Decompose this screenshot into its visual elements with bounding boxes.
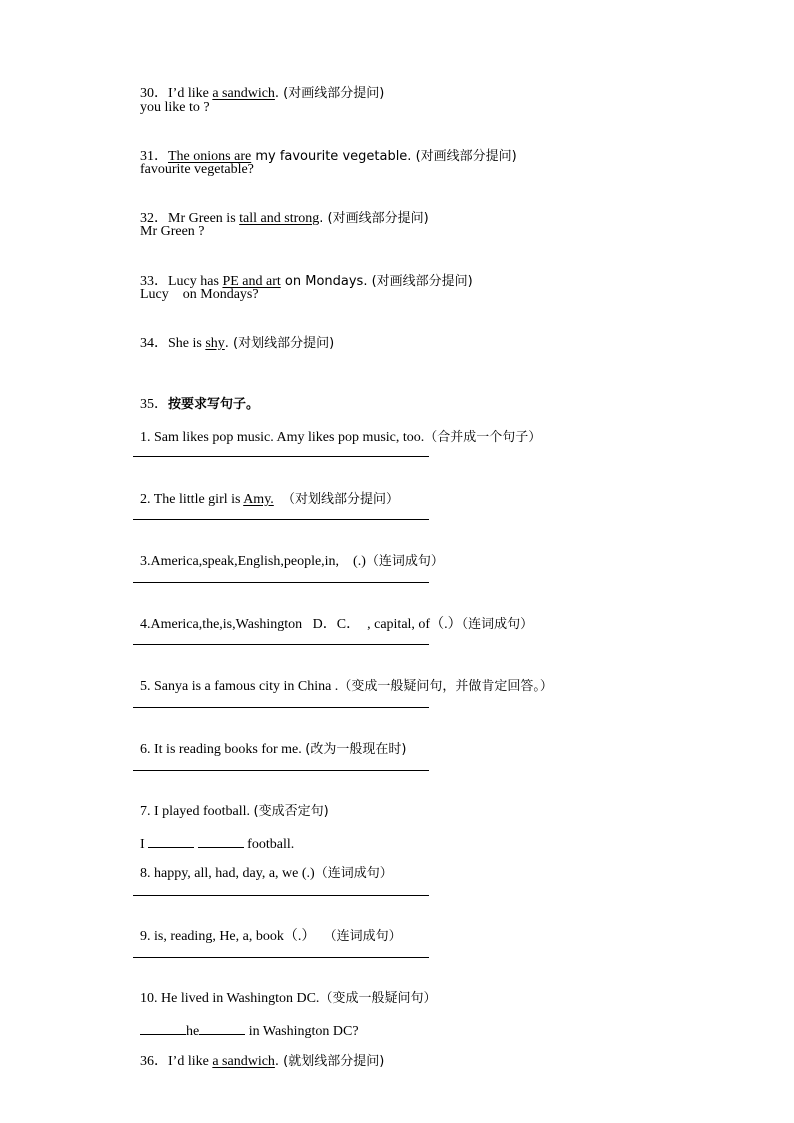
q30-prefix: 30．I’d like — [140, 86, 213, 101]
blank-7b[interactable] — [198, 834, 244, 848]
item-10-text: 10. He lived in Washington DC. — [140, 991, 320, 1006]
item-9 — [133, 910, 402, 946]
item-1-text: 1. Sam likes pop music. Amy likes pop music, too. — [140, 430, 425, 445]
q30-instruction: . (对画线部分提问) — [274, 86, 385, 101]
answer-line-2[interactable] — [133, 519, 429, 520]
item-3-instruction: （连词成句） — [365, 554, 444, 569]
answer-line-1[interactable] — [133, 456, 429, 457]
item-10-answer-mid: he — [186, 1024, 200, 1039]
item-2-underlined: Amy. — [243, 492, 274, 507]
q31-underlined: The onions are — [168, 149, 252, 164]
q34-underlined: shy — [205, 336, 225, 351]
item-8-instruction: （连词成句） — [314, 866, 393, 881]
q33-instruction: on Mondays. (对画线部分提问) — [280, 274, 473, 289]
item-10-answer-post: in Washington DC? — [245, 1024, 359, 1039]
q32-prefix: 32．Mr Green is — [140, 211, 240, 226]
q36-prefix: 36．I’d like — [140, 1054, 213, 1069]
item-2 — [133, 473, 399, 509]
q35-title: 按要求写句子。 — [168, 397, 260, 412]
q34-prefix: 34．She is — [140, 336, 206, 351]
q31-prefix: 31． — [140, 149, 168, 164]
item-7-answer-pre: I — [140, 837, 149, 852]
answer-line-9[interactable] — [133, 957, 429, 958]
item-2-text: 2. The little girl is — [140, 492, 244, 507]
q36-underlined: a sandwich — [212, 1054, 275, 1069]
q33-underlined: PE and art — [222, 274, 281, 289]
item-2-instruction: （对划线部分提问） — [273, 492, 400, 507]
q33-answer: Lucy on Mondays? — [140, 287, 259, 302]
item-7-answer-post: football. — [243, 837, 295, 852]
q30-underlined: a sandwich — [212, 86, 275, 101]
item-4-text: 4.America,the,is,Washington D．C． , capital, of（.） — [140, 617, 462, 632]
q32-underlined: tall and strong — [239, 211, 320, 226]
q31-answer: favourite vegetable? — [140, 162, 254, 177]
answer-line-8[interactable] — [133, 895, 429, 896]
item-9-text: 9. is, reading, He, a, book（.） — [140, 929, 316, 944]
q33-prefix: 33．Lucy has — [140, 274, 223, 289]
item-5-instruction: （变成一般疑问句，并做肯定回答。） — [338, 679, 553, 694]
q30-line — [133, 67, 384, 103]
item-7-text: 7. I played football. — [140, 804, 254, 819]
q31-instruction: my favourite vegetable. (对画线部分提问) — [251, 149, 517, 164]
item-4 — [133, 598, 533, 634]
blank-7a[interactable] — [148, 834, 194, 848]
item-5-text: 5. Sanya is a famous city in China . — [140, 679, 339, 694]
item-5 — [133, 660, 553, 696]
item-6-text: 6. It is reading books for me. — [140, 742, 306, 757]
answer-line-3[interactable] — [133, 582, 429, 583]
item-8 — [133, 847, 393, 883]
item-1 — [133, 411, 541, 447]
answer-line-5[interactable] — [133, 707, 429, 708]
q34-line — [133, 317, 334, 353]
item-6-instruction: (改为一般现在时) — [305, 742, 407, 757]
q36-line — [133, 1035, 384, 1071]
item-8-text: 8. happy, all, had, day, a, we (.) — [140, 866, 315, 881]
item-3-text: 3.America,speak,English,people,in, (.) — [140, 554, 366, 569]
blank-10b[interactable] — [199, 1021, 245, 1035]
item-9-instruction: （连词成句） — [315, 929, 402, 944]
q32-answer: Mr Green ? — [140, 224, 205, 239]
answer-line-6[interactable] — [133, 770, 429, 771]
item-3 — [133, 535, 444, 571]
blank-10a[interactable] — [140, 1021, 186, 1035]
q34-instruction: . (对划线部分提问) — [224, 336, 335, 351]
answer-line-4[interactable] — [133, 644, 429, 645]
q35-number: 35． — [140, 397, 168, 412]
q35-heading — [133, 378, 259, 414]
item-1-instruction: （合并成一个句子） — [424, 430, 542, 445]
q32-instruction: . (对画线部分提问) — [319, 211, 429, 226]
item-10-instruction: （变成一般疑问句） — [319, 991, 437, 1006]
q36-instruction: . (就划线部分提问) — [274, 1054, 385, 1069]
q30-answer: you like to ? — [140, 100, 210, 115]
item-4-instruction: （连词成句） — [461, 617, 534, 632]
item-7-instruction: (变成否定句) — [253, 804, 329, 819]
item-6 — [133, 723, 406, 759]
